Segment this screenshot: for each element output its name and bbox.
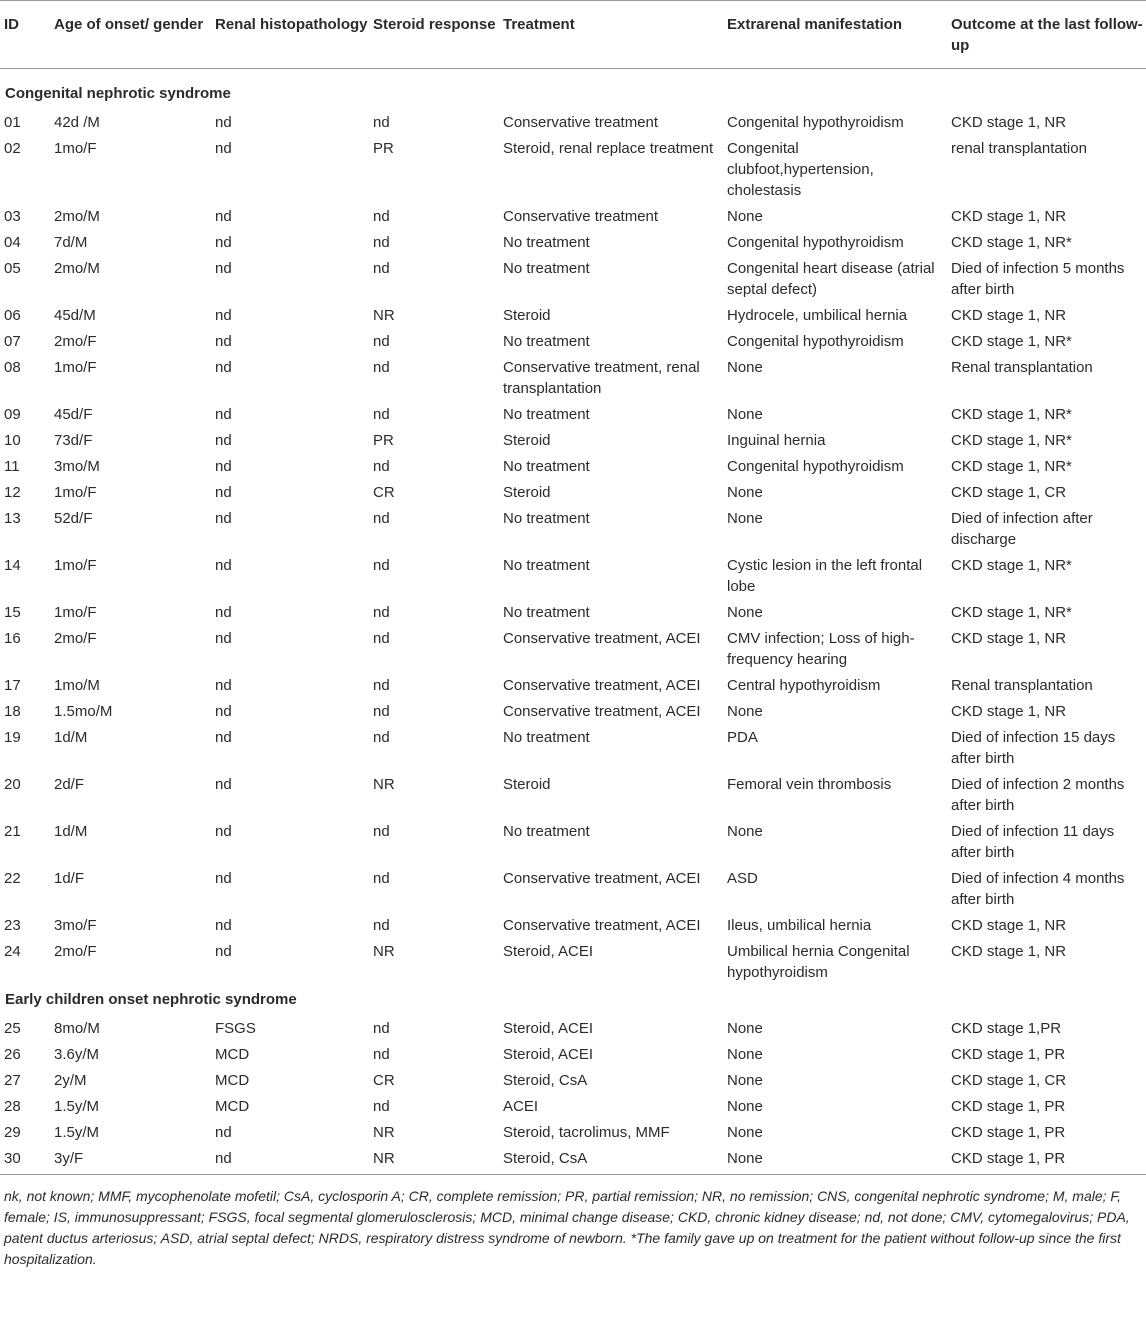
cell-extrarenal: None bbox=[727, 604, 763, 621]
cell-age-gender: 2mo/M bbox=[54, 208, 100, 225]
cell-extrarenal: None bbox=[727, 406, 763, 423]
table-row bbox=[0, 203, 1146, 229]
cell-age-gender: 1mo/F bbox=[54, 484, 97, 501]
cell-treatment: Conservative treatment bbox=[503, 114, 659, 131]
cell-outcome: CKD stage 1, PR bbox=[951, 1124, 1066, 1141]
cell-treatment: Steroid bbox=[503, 776, 551, 793]
cell-outcome: CKD stage 1, NR* bbox=[951, 406, 1072, 423]
cell-id: 11 bbox=[4, 458, 20, 475]
cell-treatment: No treatment bbox=[503, 260, 590, 277]
cell-id: 25 bbox=[4, 1020, 21, 1037]
cell-steroid-response: nd bbox=[373, 114, 390, 131]
cell-extrarenal: None bbox=[727, 823, 763, 840]
cell-id: 29 bbox=[4, 1124, 21, 1141]
cell-steroid-response: nd bbox=[373, 729, 390, 746]
cell-extrarenal: None bbox=[727, 510, 763, 527]
cell-steroid-response: PR bbox=[373, 432, 394, 449]
cell-age-gender: 1mo/F bbox=[54, 557, 97, 574]
cell-histopathology: nd bbox=[215, 333, 232, 350]
cell-histopathology: nd bbox=[215, 604, 232, 621]
cell-steroid-response: PR bbox=[373, 140, 394, 157]
cell-steroid-response: nd bbox=[373, 823, 390, 840]
cell-steroid-response: nd bbox=[373, 406, 390, 423]
cell-outcome: Died of infection 15 days after birth bbox=[951, 729, 1116, 767]
cell-age-gender: 1mo/F bbox=[54, 140, 97, 157]
cell-outcome: CKD stage 1, NR bbox=[951, 943, 1067, 960]
cell-outcome: CKD stage 1, NR bbox=[951, 307, 1067, 324]
cell-histopathology: nd bbox=[215, 359, 232, 376]
cell-age-gender: 1mo/F bbox=[54, 359, 97, 376]
table-header bbox=[0, 1, 1146, 69]
cell-outcome: CKD stage 1, PR bbox=[951, 1046, 1066, 1063]
cell-treatment: Conservative treatment, ACEI bbox=[503, 703, 701, 720]
cell-age-gender: 3y/F bbox=[49, 1145, 210, 1175]
table-row bbox=[0, 453, 1146, 479]
table-row bbox=[0, 625, 1146, 672]
cell-histopathology: nd bbox=[215, 557, 232, 574]
cell-id: 03 bbox=[4, 208, 21, 225]
col-header-outcome: Outcome at the last follow-up bbox=[946, 1, 1146, 69]
table-row bbox=[0, 599, 1146, 625]
cell-steroid-response: nd bbox=[373, 630, 390, 647]
cell-age-gender: 45d/F bbox=[54, 406, 93, 423]
cell-age-gender: 52d/F bbox=[54, 510, 93, 527]
cell-extrarenal: None bbox=[727, 484, 763, 501]
cell-outcome: CKD stage 1, PR bbox=[951, 1098, 1066, 1115]
table-row bbox=[0, 427, 1146, 453]
cell-age-gender: 2mo/F bbox=[54, 630, 97, 647]
cell-id: 16 bbox=[4, 630, 21, 647]
cell-treatment: No treatment bbox=[503, 333, 590, 350]
cell-id: 01 bbox=[4, 114, 21, 131]
cell-id: 18 bbox=[4, 703, 21, 720]
cell-histopathology: nd bbox=[215, 943, 232, 960]
cell-age-gender: 1.5y/M bbox=[54, 1098, 100, 1115]
cell-id: 04 bbox=[4, 234, 21, 251]
cell-outcome: CKD stage 1, NR* bbox=[951, 432, 1072, 449]
cell-age-gender: 1d/M bbox=[54, 729, 88, 746]
cell-age-gender: 1d/F bbox=[54, 870, 85, 887]
table-row bbox=[0, 865, 1146, 912]
table-row bbox=[0, 818, 1146, 865]
col-header-treatment: Treatment bbox=[498, 1, 722, 69]
cell-steroid-response: nd bbox=[373, 557, 390, 574]
cell-age-gender: 3mo/F bbox=[54, 917, 97, 934]
cell-id: 20 bbox=[4, 776, 21, 793]
table-row bbox=[0, 479, 1146, 505]
cell-id: 05 bbox=[4, 260, 21, 277]
cell-steroid-response: nd bbox=[373, 333, 390, 350]
cell-age-gender: 1mo/M bbox=[54, 677, 100, 694]
cell-treatment: Steroid, tacrolimus, MMF bbox=[503, 1124, 670, 1141]
cell-treatment: Steroid bbox=[503, 307, 551, 324]
cell-outcome: Renal transplantation bbox=[951, 677, 1093, 694]
cell-extrarenal: Congenital heart disease (atrial septal defect) bbox=[727, 260, 935, 298]
table-row bbox=[0, 912, 1146, 938]
cell-id: 26 bbox=[4, 1046, 21, 1063]
cell-treatment: Steroid bbox=[503, 432, 551, 449]
cell-treatment: Steroid, ACEI bbox=[503, 1020, 594, 1037]
cell-extrarenal: CMV infection; Loss of high-frequency hearing bbox=[727, 630, 915, 668]
cell-extrarenal: None bbox=[727, 1046, 763, 1063]
cell-treatment: No treatment bbox=[503, 510, 590, 527]
cell-steroid-response: nd bbox=[373, 1046, 390, 1063]
cell-age-gender: 8mo/M bbox=[54, 1020, 100, 1037]
table-row bbox=[0, 771, 1146, 818]
cell-id: 27 bbox=[4, 1072, 21, 1089]
cell-outcome: CKD stage 1, NR bbox=[951, 114, 1067, 131]
cell-age-gender: 1.5y/M bbox=[54, 1124, 100, 1141]
cell-treatment: Conservative treatment, ACEI bbox=[503, 630, 701, 647]
cell-id: 30 bbox=[0, 1145, 49, 1175]
cell-id: 24 bbox=[4, 943, 21, 960]
table-row bbox=[0, 1015, 1146, 1041]
cell-treatment: Conservative treatment, ACEI bbox=[503, 870, 701, 887]
table-row bbox=[0, 1041, 1146, 1067]
cell-histopathology: nd bbox=[215, 776, 232, 793]
table-row bbox=[0, 109, 1146, 135]
cell-outcome: Died of infection 2 months after birth bbox=[951, 776, 1125, 814]
cell-age-gender: 2d/F bbox=[54, 776, 85, 793]
cell-histopathology: nd bbox=[215, 1124, 232, 1141]
col-header-histopathology: Renal histopathology bbox=[210, 1, 368, 69]
table-row bbox=[0, 724, 1146, 771]
cell-steroid-response: nd bbox=[373, 917, 390, 934]
cell-histopathology: nd bbox=[215, 870, 232, 887]
cell-histopathology: nd bbox=[215, 208, 232, 225]
cell-histopathology: nd bbox=[215, 917, 232, 934]
table-row bbox=[0, 1145, 1146, 1175]
cell-histopathology: nd bbox=[215, 630, 232, 647]
cell-histopathology: nd bbox=[215, 307, 232, 324]
cell-steroid-response: NR bbox=[373, 1124, 395, 1141]
cell-extrarenal: Cystic lesion in the left frontal lobe bbox=[727, 557, 923, 595]
cell-outcome: CKD stage 1, NR bbox=[951, 917, 1067, 934]
cell-histopathology: nd bbox=[215, 484, 232, 501]
cell-steroid-response: nd bbox=[373, 677, 390, 694]
cell-outcome: CKD stage 1, CR bbox=[951, 484, 1067, 501]
cell-steroid-response: nd bbox=[373, 359, 390, 376]
cell-histopathology: nd bbox=[215, 114, 232, 131]
cell-age-gender: 42d /M bbox=[54, 114, 100, 131]
cell-id: 23 bbox=[4, 917, 21, 934]
cell-treatment: Conservative treatment, ACEI bbox=[503, 677, 701, 694]
section-heading-row bbox=[0, 985, 1146, 1015]
cell-treatment: No treatment bbox=[503, 458, 590, 475]
section-title-early-onset: Early children onset nephrotic syndrome bbox=[5, 991, 297, 1008]
cell-id: 09 bbox=[4, 406, 21, 423]
cell-age-gender: 7d/M bbox=[54, 234, 88, 251]
table-row bbox=[0, 505, 1146, 552]
cell-steroid-response: nd bbox=[373, 510, 390, 527]
cell-id: 14 bbox=[4, 557, 21, 574]
cell-outcome: CKD stage 1, NR* bbox=[951, 458, 1072, 475]
table-body bbox=[0, 69, 1146, 1175]
table-row bbox=[0, 938, 1146, 985]
cell-extrarenal: None bbox=[727, 703, 763, 720]
cell-treatment: Steroid, CsA bbox=[498, 1145, 722, 1175]
cell-outcome: Renal transplantation bbox=[951, 359, 1093, 376]
cell-steroid-response: nd bbox=[373, 703, 390, 720]
cell-steroid-response: nd bbox=[373, 458, 390, 475]
cell-age-gender: 2y/M bbox=[54, 1072, 87, 1089]
cell-steroid-response: nd bbox=[373, 604, 390, 621]
cell-outcome: renal transplantation bbox=[951, 140, 1087, 157]
cell-extrarenal: Congenital hypothyroidism bbox=[727, 234, 904, 251]
cell-extrarenal: Congenital clubfoot,hypertension, cholestasis bbox=[727, 140, 874, 199]
cell-id: 02 bbox=[4, 140, 21, 157]
cell-age-gender: 3mo/M bbox=[54, 458, 100, 475]
cell-histopathology: nd bbox=[215, 823, 232, 840]
cell-steroid-response: CR bbox=[373, 1072, 395, 1089]
cell-age-gender: 2mo/M bbox=[54, 260, 100, 277]
cell-outcome: CKD stage 1, NR bbox=[951, 703, 1067, 720]
cell-id: 17 bbox=[4, 677, 21, 694]
cell-treatment: No treatment bbox=[503, 234, 590, 251]
cell-extrarenal: None bbox=[727, 359, 763, 376]
cell-histopathology: nd bbox=[215, 406, 232, 423]
cell-treatment: ACEI bbox=[503, 1098, 539, 1115]
cell-histopathology: nd bbox=[215, 729, 232, 746]
table-row bbox=[0, 1067, 1146, 1093]
cell-extrarenal: None bbox=[727, 1098, 763, 1115]
cell-steroid-response: nd bbox=[373, 1098, 390, 1115]
cell-outcome: CKD stage 1, PR bbox=[946, 1145, 1146, 1175]
cell-id: 19 bbox=[4, 729, 21, 746]
header-row bbox=[0, 1, 1146, 69]
table-row bbox=[0, 328, 1146, 354]
cell-age-gender: 1mo/F bbox=[54, 604, 97, 621]
table-row bbox=[0, 229, 1146, 255]
cell-age-gender: 1d/M bbox=[54, 823, 88, 840]
cell-outcome: Died of infection after discharge bbox=[951, 510, 1093, 548]
cell-treatment: Steroid, CsA bbox=[503, 1072, 588, 1089]
table-row bbox=[0, 552, 1146, 599]
cell-id: 08 bbox=[4, 359, 21, 376]
cell-outcome: CKD stage 1, NR bbox=[951, 630, 1067, 647]
cell-id: 21 bbox=[4, 823, 21, 840]
table-row bbox=[0, 302, 1146, 328]
cell-extrarenal: None bbox=[727, 1124, 763, 1141]
cell-steroid-response: NR bbox=[373, 307, 395, 324]
cell-age-gender: 1.5mo/M bbox=[54, 703, 113, 720]
cell-treatment: No treatment bbox=[503, 604, 590, 621]
section-heading-row bbox=[0, 69, 1146, 110]
cell-extrarenal: Ileus, umbilical hernia bbox=[727, 917, 872, 934]
table-row bbox=[0, 401, 1146, 427]
cell-extrarenal: Umbilical hernia Congenital hypothyroidism bbox=[727, 943, 910, 981]
cell-steroid-response: nd bbox=[373, 260, 390, 277]
cell-age-gender: 73d/F bbox=[54, 432, 93, 449]
cell-extrarenal: Hydrocele, umbilical hernia bbox=[727, 307, 908, 324]
cell-histopathology: nd bbox=[215, 677, 232, 694]
cell-id: 13 bbox=[4, 510, 21, 527]
cell-extrarenal: ASD bbox=[727, 870, 758, 887]
table-row bbox=[0, 1093, 1146, 1119]
table-footnote: nk, not known; MMF, mycophenolate mofetil; CsA, cyclosporin A; CR, complete remission; PR, partial remission; NR, no remission; CNS, congenital nephrotic syndrome; M, male; F, female; IS, immunosuppressant; FSGS, focal segmental glomerulosclerosis; MCD, minimal change disease; CKD, chronic kidney disease; nd, not done; CMV, cytomegalovirus; PDA, patent ductus arteriosus; ASD, atrial septal defect; NRDS, respiratory distress syndrome of newborn. *The family gave up on treatment for the patient without follow-up since the first hospitalization. bbox=[4, 1188, 1130, 1267]
cell-treatment: Steroid, ACEI bbox=[503, 943, 594, 960]
cell-extrarenal: None bbox=[722, 1145, 946, 1175]
cell-extrarenal: Congenital hypothyroidism bbox=[727, 114, 904, 131]
table-row bbox=[0, 698, 1146, 724]
cell-outcome: CKD stage 1, CR bbox=[951, 1072, 1067, 1089]
cell-age-gender: 2mo/F bbox=[54, 943, 97, 960]
cell-treatment: No treatment bbox=[503, 729, 590, 746]
cell-outcome: CKD stage 1, NR* bbox=[951, 604, 1072, 621]
cell-treatment: Steroid, renal replace treatment bbox=[503, 140, 714, 157]
table-row bbox=[0, 1119, 1146, 1145]
cell-histopathology: nd bbox=[210, 1145, 368, 1175]
cell-histopathology: nd bbox=[215, 140, 232, 157]
cell-extrarenal: Congenital hypothyroidism bbox=[727, 458, 904, 475]
cell-extrarenal: Inguinal hernia bbox=[727, 432, 826, 449]
cell-id: 12 bbox=[4, 484, 21, 501]
col-header-steroid-response: Steroid response bbox=[368, 1, 498, 69]
cell-treatment: Steroid, ACEI bbox=[503, 1046, 594, 1063]
cell-histopathology: nd bbox=[215, 458, 232, 475]
cell-steroid-response: CR bbox=[373, 484, 395, 501]
cell-histopathology: FSGS bbox=[215, 1020, 256, 1037]
cell-age-gender: 3.6y/M bbox=[54, 1046, 100, 1063]
cell-outcome: CKD stage 1,PR bbox=[951, 1020, 1062, 1037]
table-row bbox=[0, 354, 1146, 401]
cell-extrarenal: Femoral vein thrombosis bbox=[727, 776, 892, 793]
section-title-congenital: Congenital nephrotic syndrome bbox=[5, 85, 231, 102]
col-header-extrarenal: Extrarenal manifestation bbox=[722, 1, 946, 69]
col-header-id: ID bbox=[0, 1, 49, 69]
cell-extrarenal: None bbox=[727, 1020, 763, 1037]
cell-outcome: Died of infection 11 days after birth bbox=[951, 823, 1115, 861]
cell-histopathology: nd bbox=[215, 260, 232, 277]
cell-histopathology: MCD bbox=[215, 1046, 250, 1063]
cell-age-gender: 45d/M bbox=[54, 307, 96, 324]
cell-extrarenal: PDA bbox=[727, 729, 758, 746]
cell-histopathology: nd bbox=[215, 234, 232, 251]
cell-treatment: No treatment bbox=[503, 823, 590, 840]
cell-treatment: Steroid bbox=[503, 484, 551, 501]
cell-steroid-response: nd bbox=[373, 208, 390, 225]
cell-extrarenal: None bbox=[727, 208, 763, 225]
col-header-age-gender: Age of onset/ gender bbox=[49, 1, 210, 69]
cell-extrarenal: None bbox=[727, 1072, 763, 1089]
cell-outcome: Died of infection 5 months after birth bbox=[951, 260, 1125, 298]
cell-histopathology: nd bbox=[215, 432, 232, 449]
cell-outcome: CKD stage 1, NR* bbox=[951, 333, 1072, 350]
cell-treatment: No treatment bbox=[503, 406, 590, 423]
cell-outcome: CKD stage 1, NR bbox=[951, 208, 1067, 225]
cell-age-gender: 2mo/F bbox=[54, 333, 97, 350]
cell-treatment: No treatment bbox=[503, 557, 590, 574]
cell-id: 06 bbox=[4, 307, 21, 324]
cell-treatment: Conservative treatment, ACEI bbox=[503, 917, 701, 934]
cell-steroid-response: nd bbox=[373, 870, 390, 887]
table-row bbox=[0, 672, 1146, 698]
cell-id: 15 bbox=[4, 604, 21, 621]
cell-steroid-response: NR bbox=[373, 943, 395, 960]
cell-treatment: Conservative treatment, renal transplantation bbox=[503, 359, 700, 397]
table-row bbox=[0, 135, 1146, 203]
cell-extrarenal: Congenital hypothyroidism bbox=[727, 333, 904, 350]
cell-histopathology: nd bbox=[215, 510, 232, 527]
cell-outcome: Died of infection 4 months after birth bbox=[951, 870, 1125, 908]
cell-treatment: Conservative treatment bbox=[503, 208, 659, 225]
cell-histopathology: MCD bbox=[215, 1072, 250, 1089]
cell-id: 10 bbox=[4, 432, 21, 449]
cell-id: 28 bbox=[4, 1098, 21, 1115]
cell-steroid-response: NR bbox=[368, 1145, 498, 1175]
cell-steroid-response: nd bbox=[373, 1020, 390, 1037]
table-row bbox=[0, 255, 1146, 302]
cell-steroid-response: NR bbox=[373, 776, 395, 793]
cell-outcome: CKD stage 1, NR* bbox=[951, 557, 1072, 574]
cell-steroid-response: nd bbox=[373, 234, 390, 251]
cell-histopathology: MCD bbox=[215, 1098, 250, 1115]
cell-id: 07 bbox=[4, 333, 21, 350]
cell-histopathology: nd bbox=[215, 703, 232, 720]
cell-extrarenal: Central hypothyroidism bbox=[727, 677, 881, 694]
cell-outcome: CKD stage 1, NR* bbox=[951, 234, 1072, 251]
cell-id: 22 bbox=[4, 870, 21, 887]
